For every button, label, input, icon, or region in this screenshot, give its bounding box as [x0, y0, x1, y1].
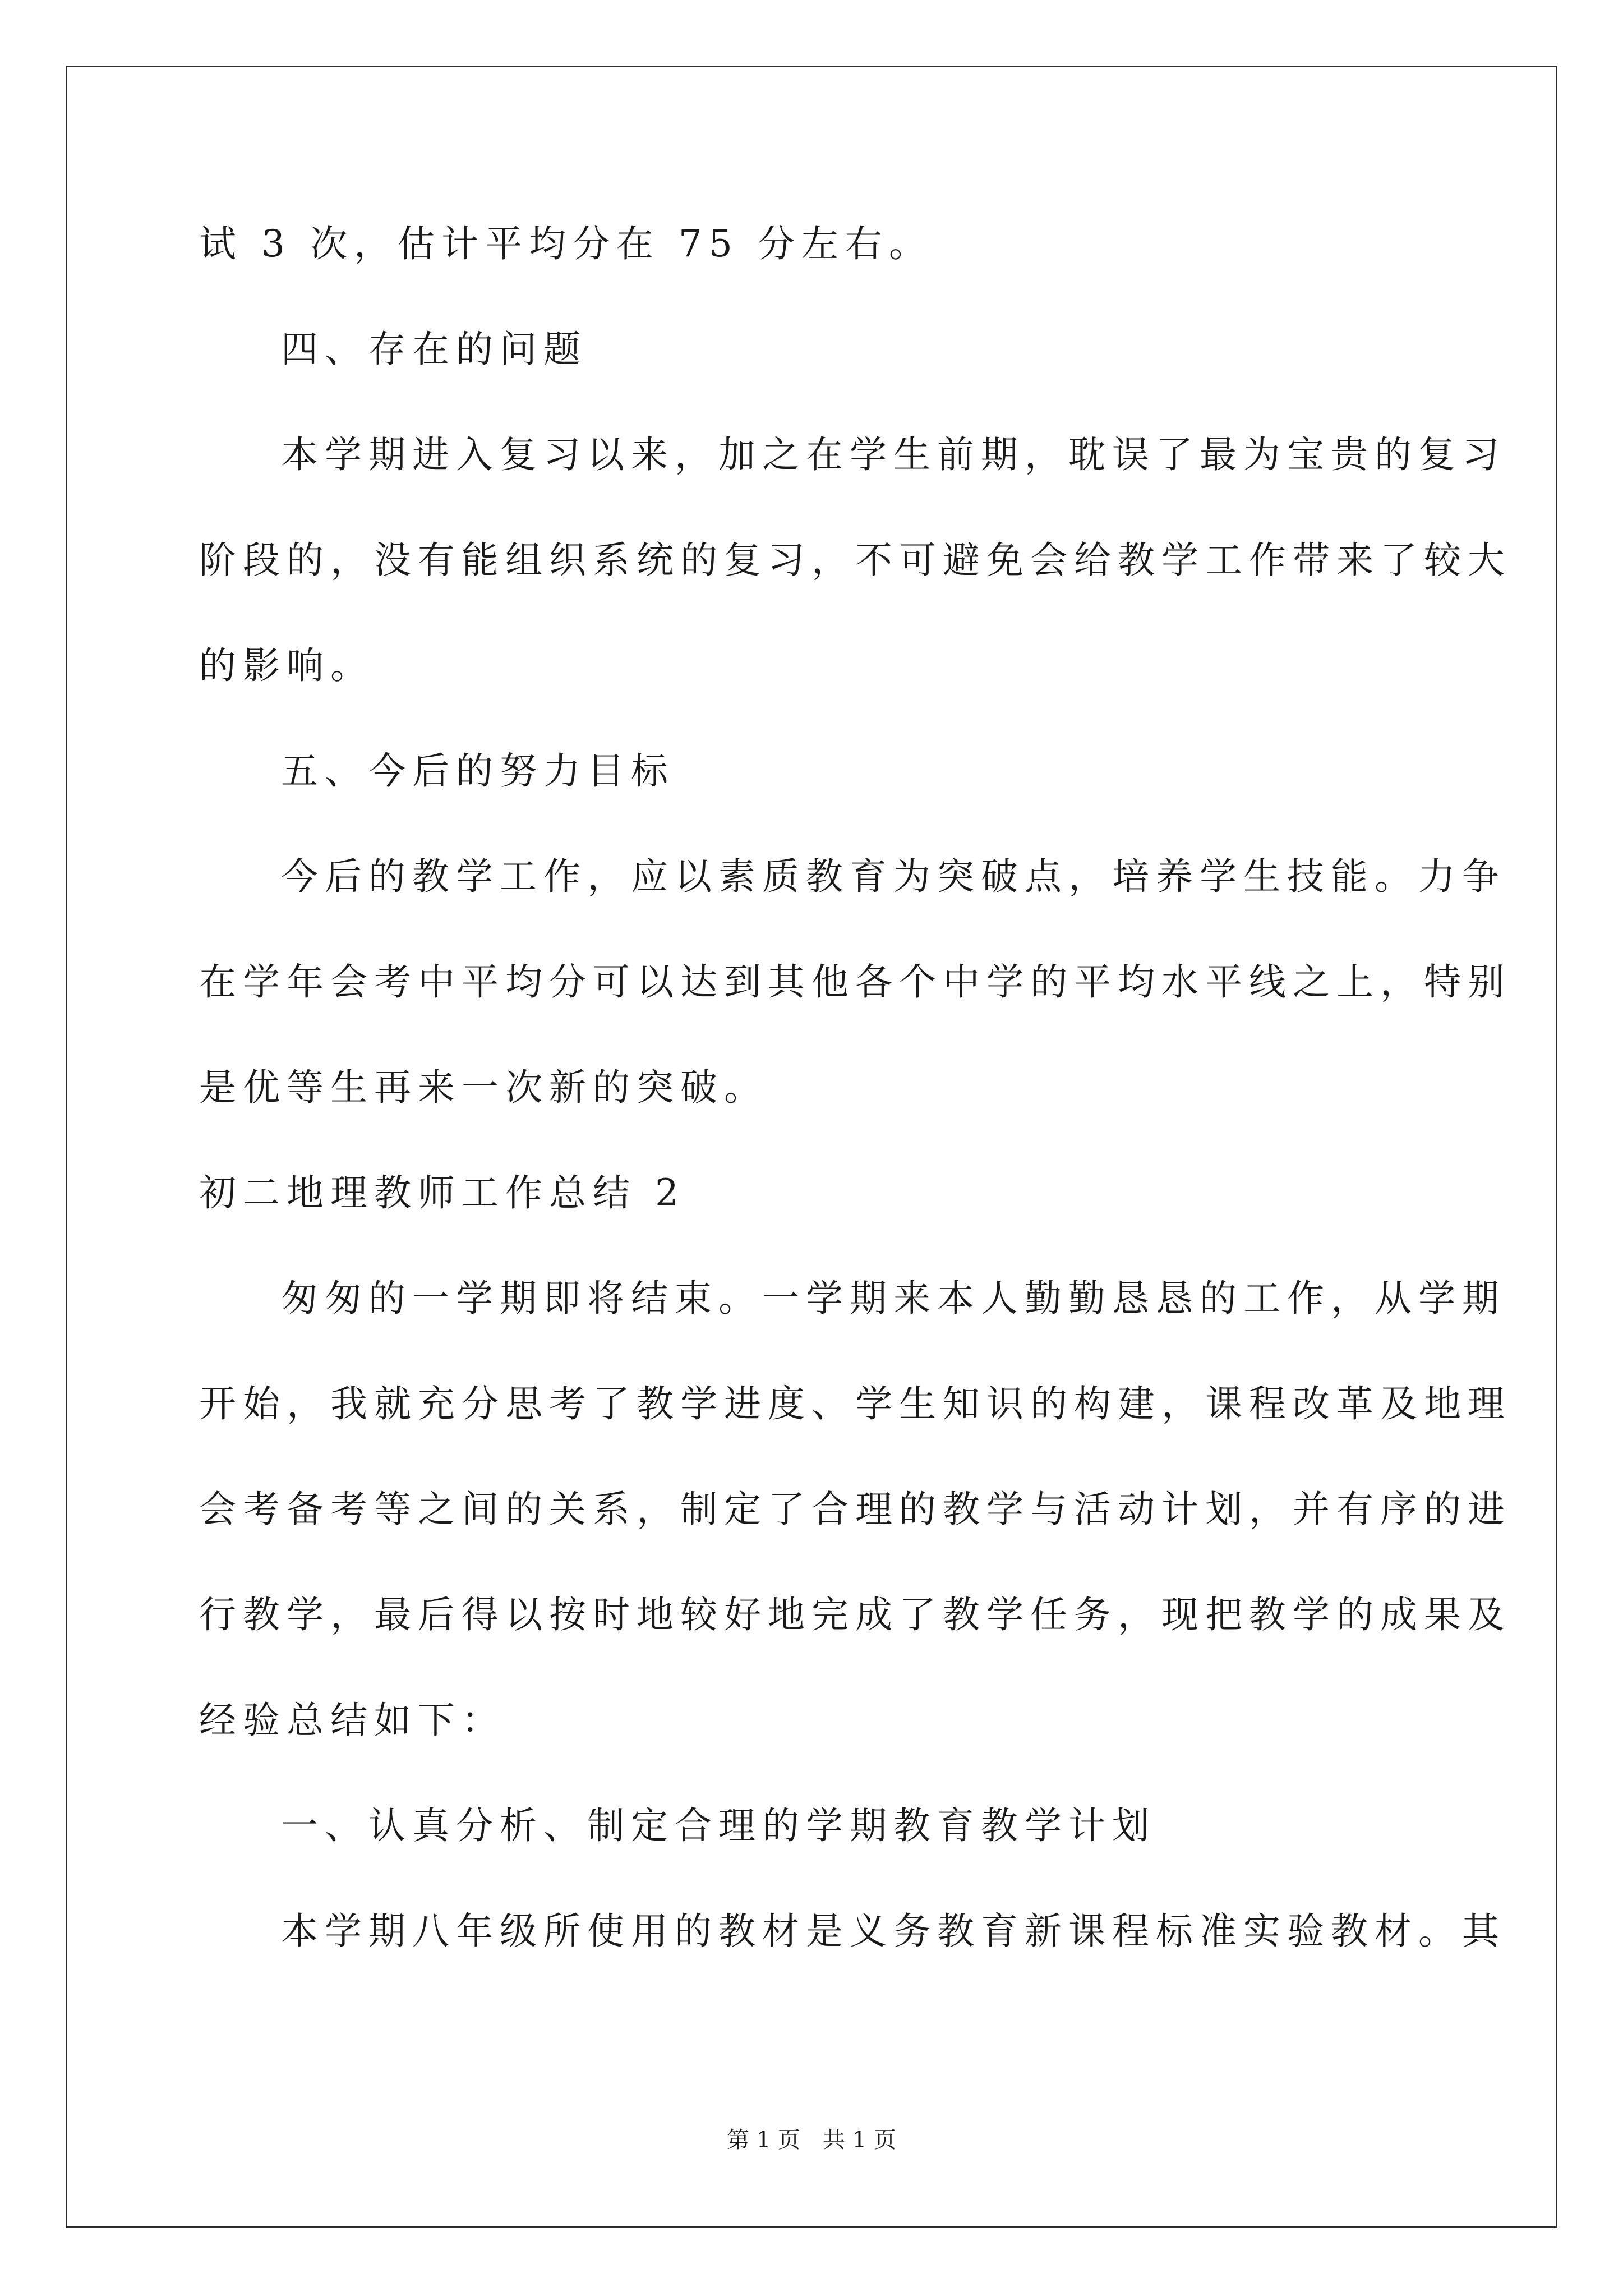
paragraph-line: 是优等生再来一次新的突破。 — [199, 1066, 768, 1109]
page-number: 第 1 页 — [727, 2127, 800, 2153]
page-total: 共 1 页 — [823, 2127, 896, 2153]
section-heading: 五、今后的努力目标 — [281, 749, 675, 793]
paragraph-line: 匆匆的一学期即将结束。一学期来本人勤勤恳恳的工作，从学期 — [281, 1277, 1506, 1320]
page-footer — [0, 2126, 1623, 2154]
paragraph-line: 开始，我就充分思考了教学进度、学生知识的构建，课程改革及地理 — [199, 1382, 1511, 1425]
text-line: 试 3 次，估计平均分在 75 分左右。 — [199, 222, 933, 265]
paragraph-line: 行教学，最后得以按时地较好地完成了教学任务，现把教学的成果及 — [199, 1593, 1511, 1636]
paragraph-line: 经验总结如下： — [199, 1699, 505, 1742]
paragraph-line: 本学期八年级所使用的教材是义务教育新课程标准实验教材。其 — [281, 1910, 1506, 1953]
document-title: 初二地理教师工作总结 2 — [199, 1171, 685, 1214]
section-heading: 一、认真分析、制定合理的学期教育教学计划 — [281, 1804, 1156, 1847]
paragraph-line: 阶段的，没有能组织系统的复习，不可避免会给教学工作带来了较大 — [199, 539, 1511, 582]
paragraph-line: 会考备考等之间的关系，制定了合理的教学与活动计划，并有序的进 — [199, 1488, 1511, 1531]
paragraph-line: 的影响。 — [199, 644, 374, 687]
section-heading: 四、存在的问题 — [281, 328, 587, 371]
paragraph-line: 本学期进入复习以来，加之在学生前期，耽误了最为宝贵的复习 — [281, 433, 1506, 476]
paragraph-line: 在学年会考中平均分可以达到其他各个中学的平均水平线之上，特别 — [199, 960, 1511, 1004]
page-border — [66, 66, 1557, 2228]
paragraph-line: 今后的教学工作，应以素质教育为突破点，培养学生技能。力争 — [281, 855, 1506, 898]
